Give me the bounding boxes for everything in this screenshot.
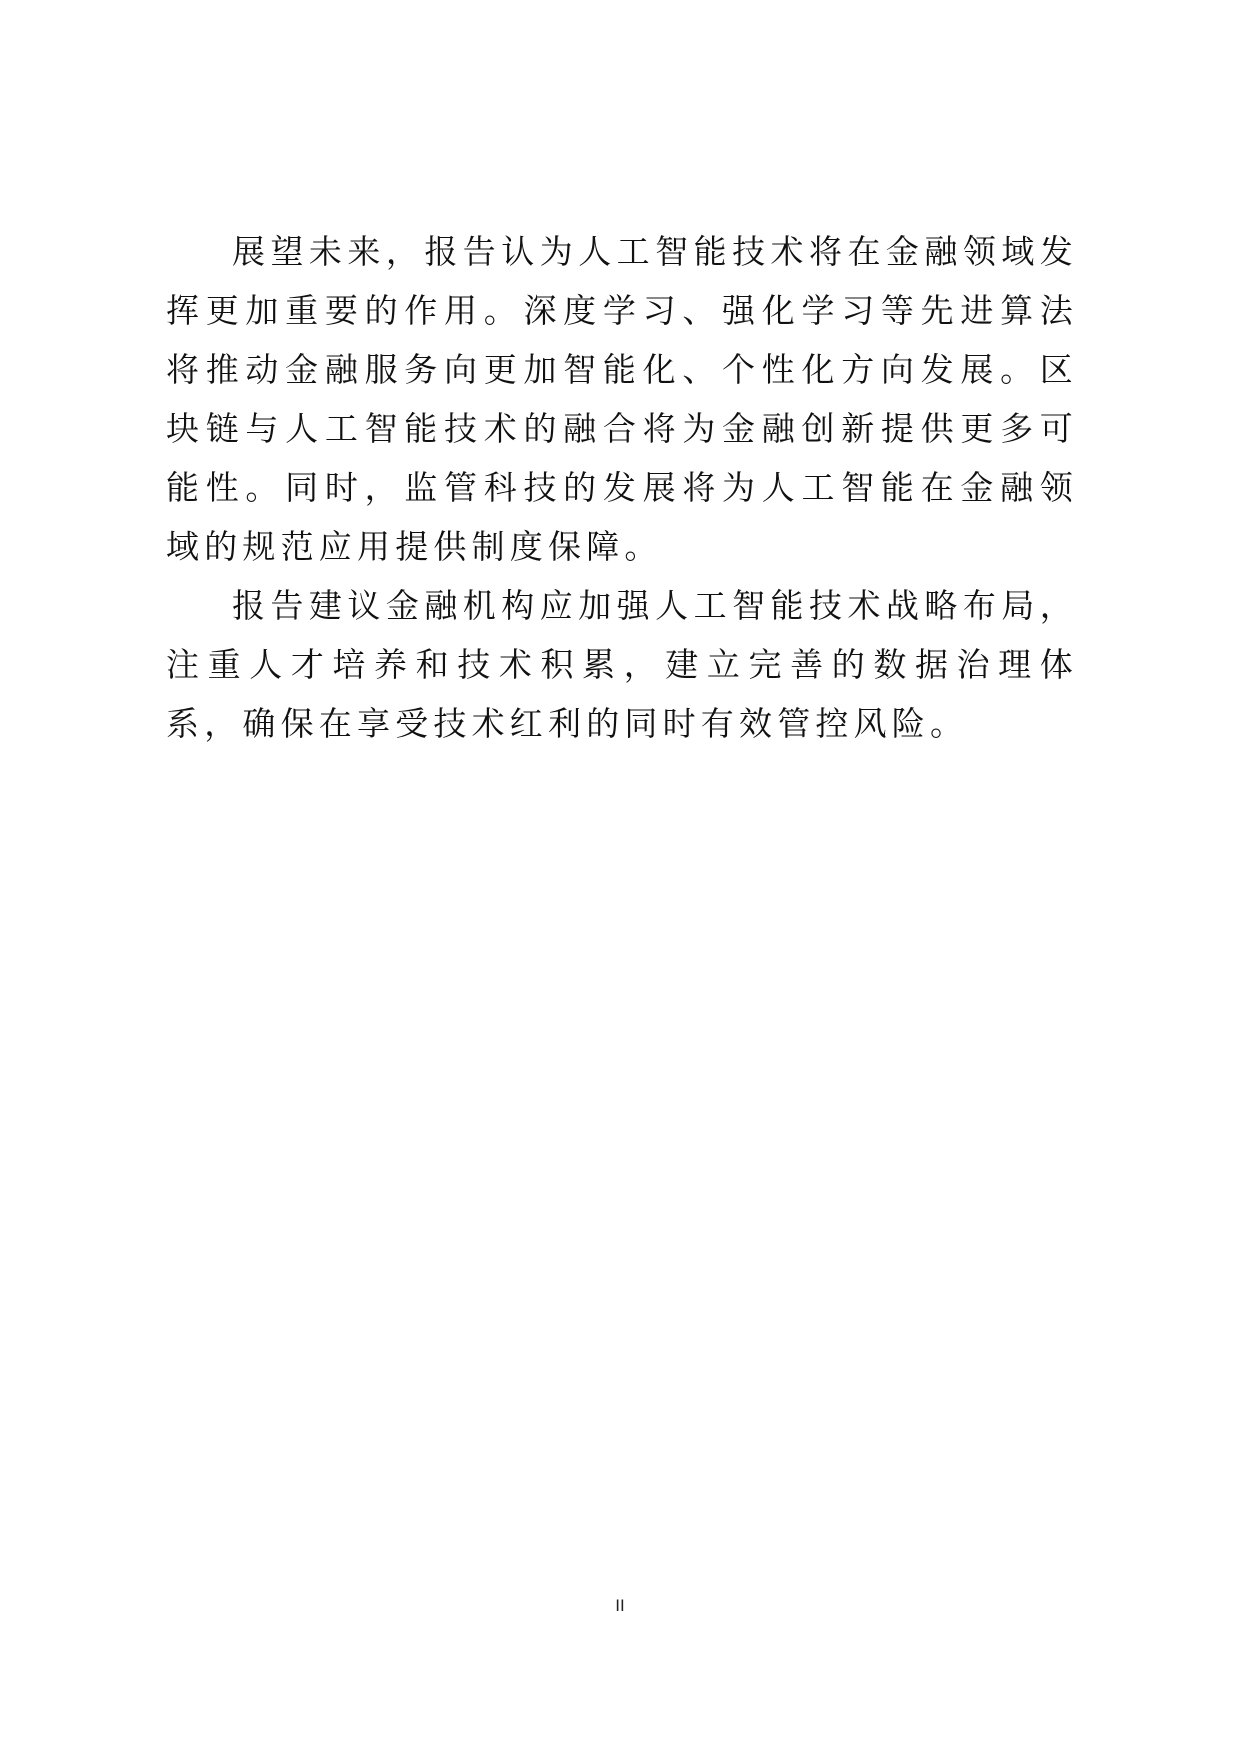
paragraph-outlook: 展望未来，报告认为人工智能技术将在金融领域发挥更加重要的作用。深度学习、强化学习等先进算法将推动金融服务向更加智能化、个性化方向发展。区块链与人工智能技术的融合将为金融创新提供更多可能性。同时，监管科技的发展将为人工智能在金融领域的规范应用提供制度保障。 [166, 232, 1078, 566]
paragraph-recommendation: 报告建议金融机构应加强人工智能技术战略布局，注重人才培养和技术积累，建立完善的数据治理体系，确保在享受技术红利的同时有效管控风险。 [166, 586, 1078, 743]
body-text [166, 222, 1078, 753]
page-number: II [615, 1596, 625, 1615]
